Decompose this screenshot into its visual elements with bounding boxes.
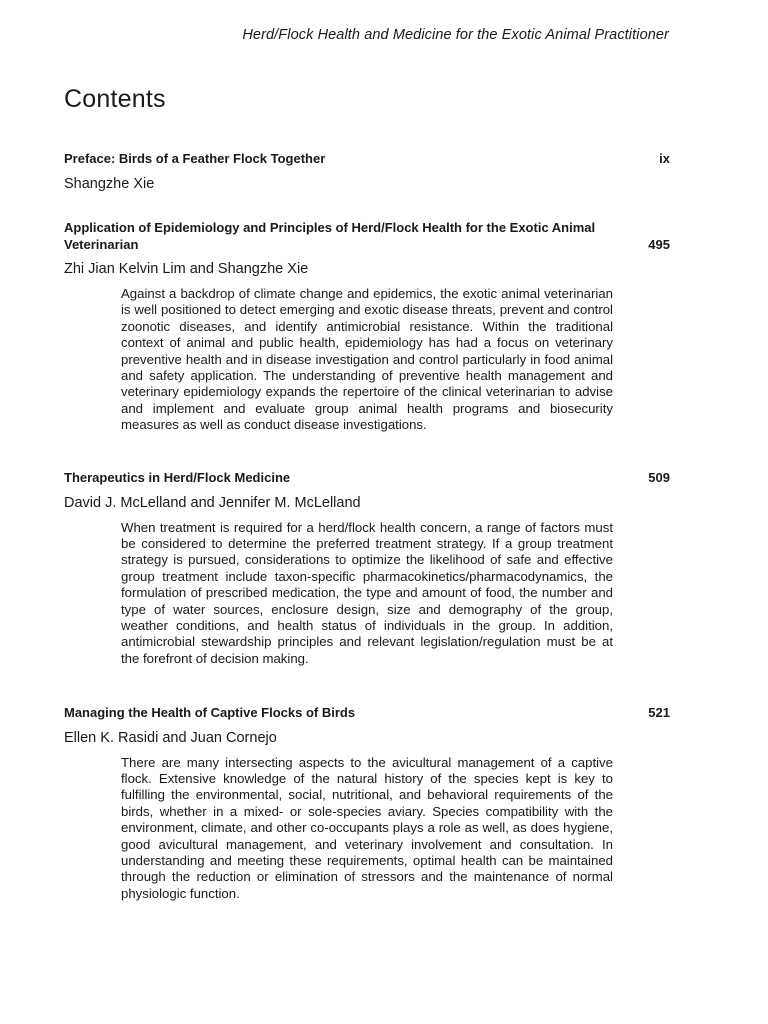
toc-entry-heading bbox=[64, 151, 670, 168]
toc-entry-authors: Shangzhe Xie bbox=[64, 175, 155, 192]
page-title: Contents bbox=[64, 85, 166, 113]
toc-entry-authors: Zhi Jian Kelvin Lim and Shangzhe Xie bbox=[64, 261, 309, 277]
toc-entry-page-number[interactable]: 521 bbox=[648, 705, 670, 720]
toc-entry-heading bbox=[64, 705, 670, 722]
toc-entry-captive-flocks bbox=[64, 705, 670, 902]
toc-entry-title[interactable]: Preface: Birds of a Feather Flock Together bbox=[64, 151, 326, 166]
toc-entry-title[interactable]: Managing the Health of Captive Flocks of Birds bbox=[64, 705, 356, 720]
toc-entry-authors: Ellen K. Rasidi and Juan Cornejo bbox=[64, 729, 277, 746]
toc-entry-preface bbox=[64, 151, 670, 193]
toc-entry-page-number[interactable]: 495 bbox=[648, 236, 670, 252]
toc-entry-page-number[interactable]: 509 bbox=[648, 470, 670, 485]
toc-entry-title[interactable]: Application of Epidemiology and Principles of Herd/Flock Health for the Exotic Animal Veterinarian bbox=[64, 220, 596, 252]
toc-entry-abstract: When treatment is required for a herd/flock health concern, a range of factors must be considered to determine the preferred treatment strategy. If a group treatment strategy is pursued, considerations to optimize the likelihood of safe and effective group treatment include taxon-specific pharmacokinetics/pharmacodynamics, the formulation of prescribed medication, the type and amount of food, the number and type of water sources, enclosure design, size and demography of the group, weather conditions, and health status of individuals in the group. In addition, antimicrobial stewardship principles and relevant legislation/regulation must be at the forefront of decision making. bbox=[121, 519, 613, 666]
toc-entry-abstract: Against a backdrop of climate change and epidemics, the exotic animal veterinarian is well positioned to detect emerging and exotic disease threats, prevent and control zoonotic diseases, and identify antimicrobial resistance. Within the traditional context of animal and public health, epidemiology has had a focus on veterinary preventive health and in disease investigation and control particularly in food animal and safety application. The understanding of preventive health management and veterinary epidemiology expands the repertoire of the clinical veterinarian to advise and implement and evaluate group animal health programs and biosecurity measures as well as conduct disease investigations. bbox=[121, 286, 613, 433]
running-header: Herd/Flock Health and Medicine for the Exotic Animal Practitioner bbox=[242, 27, 669, 43]
toc-entry-therapeutics bbox=[64, 470, 670, 667]
toc-entry-abstract: There are many intersecting aspects to the avicultural management of a captive flock. Extensive knowledge of the natural history of the species kept is key to fulfilling the environmental, social, nutritional, and behavioral requirements of the birds, whether in a mixed- or sole-species aviary. Species compatibility with the environment, climate, and other co-occupants plays a role as well, as does hygiene, good avicultural management, and veterinary involvement and consultation. In understanding and meeting these requirements, optimal health can be maintained through the reduction or elimination of stressors and the maintenance of normal physiologic function. bbox=[121, 754, 613, 901]
toc-entry-authors: David J. McLelland and Jennifer M. McLelland bbox=[64, 494, 361, 511]
toc-entry-page-number[interactable]: ix bbox=[659, 151, 670, 166]
toc-entry-heading bbox=[64, 470, 670, 487]
toc-entry-epidemiology bbox=[64, 220, 670, 434]
toc-entry-heading bbox=[64, 220, 670, 253]
toc-entry-title[interactable]: Therapeutics in Herd/Flock Medicine bbox=[64, 470, 291, 485]
